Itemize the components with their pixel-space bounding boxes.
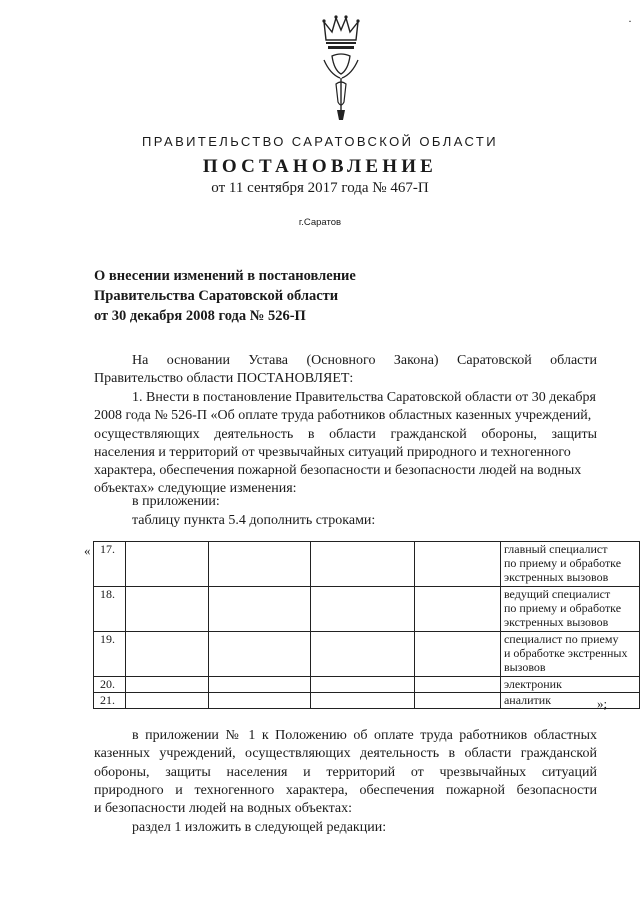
position-line: вызовов	[503, 660, 546, 675]
text-line: 1. Внести в постановление Правительства Саратовской области от 30 декабря	[132, 390, 596, 405]
position-line: аналитик	[503, 693, 552, 707]
table-cell	[414, 632, 500, 677]
table-cell	[208, 542, 310, 587]
position-line: специалист по приему	[503, 632, 619, 646]
paragraph-section-1: раздел 1 изложить в следующей редакции:	[132, 820, 387, 835]
quote-close: »;	[597, 696, 608, 711]
table-cell	[310, 693, 414, 709]
scan-mark: ·	[628, 14, 632, 28]
table-cell	[414, 542, 500, 587]
text-line: 2008 года № 526-П «Об оплате труда работников областных казенных учреждений,	[94, 408, 592, 424]
text-line: объектах» следующие изменения:	[94, 481, 297, 497]
paragraph-appendix-1	[94, 727, 597, 818]
table-cell	[126, 542, 209, 587]
table-cell	[310, 677, 414, 693]
document-date-number: от 11 сентября 2017 года № 467-П	[211, 180, 429, 196]
table-cell	[126, 632, 209, 677]
position-line: и обработке экстренных	[503, 646, 628, 661]
table-cell	[126, 587, 209, 632]
table-cell	[208, 587, 310, 632]
table-row	[94, 632, 640, 677]
table-cell	[310, 542, 414, 587]
position-cell	[500, 677, 639, 693]
row-number: 19.	[94, 632, 126, 677]
table-cell	[414, 677, 500, 693]
position-line: ведущий специалист	[503, 587, 611, 601]
position-line: экстренных вызовов	[503, 570, 609, 585]
saratov-coat-of-arms-icon	[318, 12, 364, 124]
paragraph-item-1	[94, 389, 597, 499]
text-line: казенных учреждений, осуществляющих деятельность в области гражданской	[94, 746, 597, 762]
position-line: электроник	[503, 677, 562, 691]
paragraph-table-intro: таблицу пункта 5.4 дополнить строками:	[132, 513, 376, 528]
text-line: обороны, защиты населения и территорий от чрезвычайных ситуаций	[94, 764, 597, 780]
position-cell	[500, 693, 639, 709]
positions-table	[93, 541, 640, 709]
table-row	[94, 587, 640, 632]
position-cell	[500, 542, 639, 587]
subject-line: Правительства Саратовской области	[94, 288, 339, 304]
table-cell	[414, 693, 500, 709]
text-line: На основании Устава (Основного Закона) Саратовской области	[132, 353, 597, 368]
document-subject	[94, 266, 356, 326]
subject-line: от 30 декабря 2008 года № 526-П	[94, 308, 306, 324]
quote-open: «	[84, 543, 91, 558]
table-row	[94, 677, 640, 693]
table-cell	[414, 587, 500, 632]
table-cell	[208, 693, 310, 709]
document-city: г.Саратов	[298, 217, 342, 228]
row-number: 21.	[94, 693, 126, 709]
position-line: главный специалист	[503, 542, 608, 556]
text-line: характера, обеспечения пожарной безопасности и безопасности людей на водных	[94, 463, 582, 479]
row-number: 18.	[94, 587, 126, 632]
table-cell	[208, 677, 310, 693]
table-cell	[310, 587, 414, 632]
paragraph-basis	[94, 352, 597, 389]
text-line: населения и территорий от чрезвычайных ситуаций природного и техногенного	[94, 444, 571, 460]
table-cell	[310, 632, 414, 677]
position-cell	[500, 632, 639, 677]
text-line: Правительство области ПОСТАНОВЛЯЕТ:	[94, 371, 354, 387]
position-line: экстренных вызовов	[503, 615, 609, 630]
row-number: 20.	[94, 677, 126, 693]
table-cell	[126, 677, 209, 693]
text-line: и безопасности людей на водных объектах:	[94, 801, 352, 817]
government-name: ПРАВИТЕЛЬСТВО САРАТОВСКОЙ ОБЛАСТИ	[142, 134, 498, 149]
position-line: по приему и обработке	[503, 556, 622, 571]
text-line: в приложении № 1 к Положению об оплате труда работников областных	[132, 728, 597, 743]
document-type: ПОСТАНОВЛЕНИЕ	[202, 156, 438, 177]
table-row	[94, 693, 640, 709]
text-line: природного и техногенного характера, обеспечения пожарной безопасности	[94, 782, 597, 798]
table-row	[94, 542, 640, 587]
text-line: осуществляющих деятельность в области гражданской обороны, защиты	[94, 426, 597, 442]
row-number: 17.	[94, 542, 126, 587]
table-cell	[126, 693, 209, 709]
paragraph-in-appendix: в приложении:	[132, 494, 220, 509]
position-cell	[500, 587, 639, 632]
subject-line: О внесении изменений в постановление	[94, 268, 356, 284]
position-line: по приему и обработке	[503, 601, 622, 616]
table-cell	[208, 632, 310, 677]
